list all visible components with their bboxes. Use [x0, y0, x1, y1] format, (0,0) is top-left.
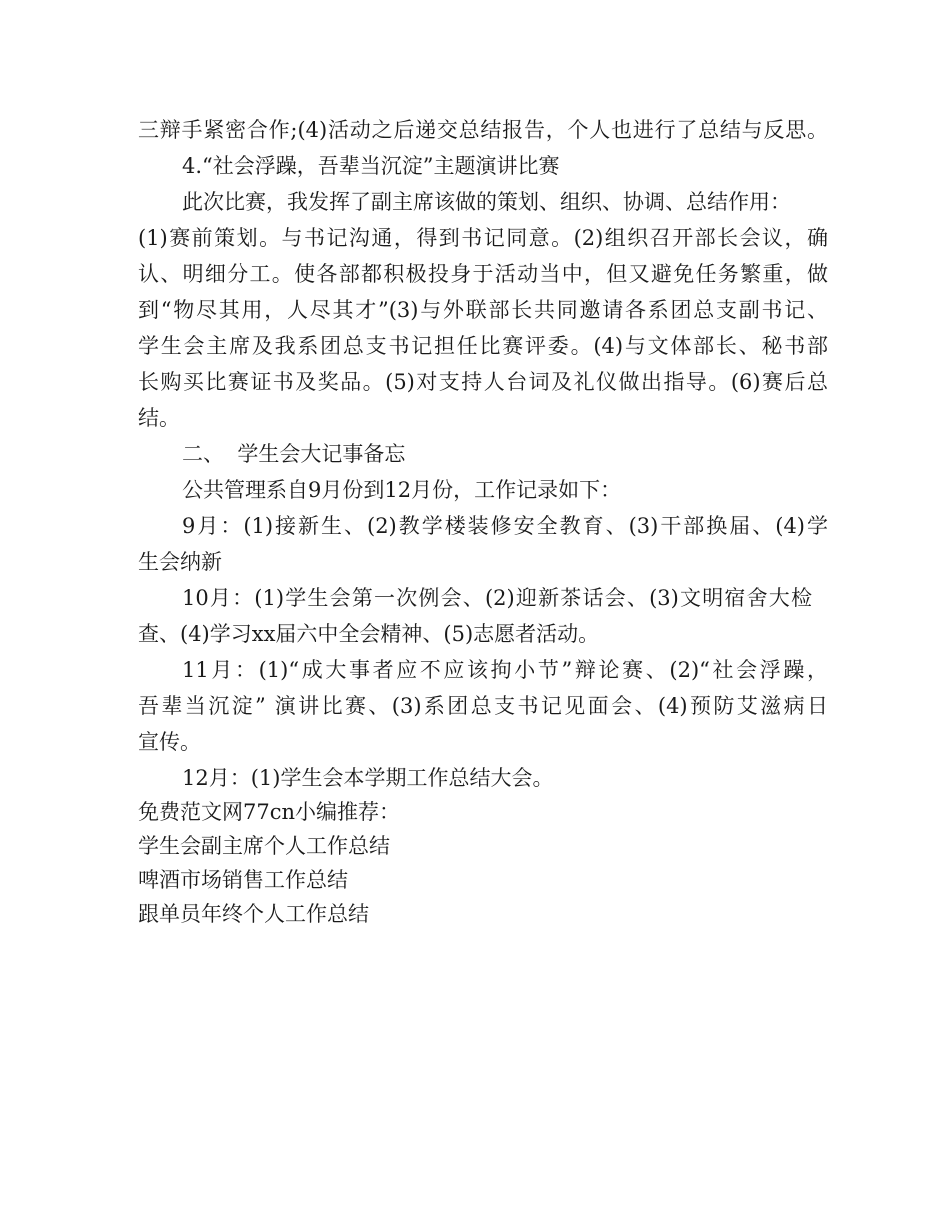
paragraph-line: 9月：(1)接新生、(2)教学楼装修安全教育、(3)干部换届、(4)学 [182, 514, 828, 538]
paragraph-line: 宣传。 [138, 730, 201, 754]
paragraph-line: 生会纳新 [138, 550, 222, 574]
paragraph-line: 吾辈当沉淀” 演讲比赛、(3)系团总支书记见面会、(4)预防艾滋病日 [138, 694, 828, 718]
paragraph-line: 长购买比赛证书及奖品。(5)对支持人台词及礼仪做出指导。(6)赛后总 [138, 370, 828, 394]
paragraph-line: 学生会主席及我系团总支书记担任比赛评委。(4)与文体部长、秘书部 [138, 334, 828, 358]
paragraph-line: 到“物尽其用，人尽其才”(3)与外联部长共同邀请各系团总支副书记、 [138, 298, 828, 322]
paragraph-line: 公共管理系自9月份到12月份，工作记录如下： [182, 478, 622, 502]
paragraph-line: 查、(4)学习xx届六中全会精神、(5)志愿者活动。 [138, 622, 600, 646]
paragraph-line: 10月：(1)学生会第一次例会、(2)迎新茶话会、(3)文明宿舍大检 [182, 586, 812, 610]
recommend-link[interactable]: 跟单员年终个人工作总结 [138, 902, 369, 926]
paragraph-line: 认、明细分工。使各部都积极投身于活动当中，但又避免任务繁重，做 [138, 262, 828, 286]
paragraph-line: 三辩手紧密合作;(4)活动之后递交总结报告，个人也进行了总结与反思。 [138, 118, 828, 142]
section-heading: 4.“社会浮躁，吾辈当沉淀”主题演讲比赛 [182, 154, 560, 178]
paragraph-line: (1)赛前策划。与书记沟通，得到书记同意。(2)组织召开部长会议，确 [138, 226, 828, 250]
paragraph-line: 11月：(1)“成大事者应不应该拘小节”辩论赛、(2)“社会浮躁， [182, 658, 828, 682]
paragraph-line: 12月：(1)学生会本学期工作总结大会。 [182, 766, 554, 790]
recommend-link[interactable]: 啤酒市场销售工作总结 [138, 868, 348, 892]
section-heading: 二、 学生会大记事备忘 [182, 442, 406, 466]
recommend-link[interactable]: 学生会副主席个人工作总结 [138, 834, 390, 858]
paragraph-line: 结。 [138, 406, 180, 430]
recommend-heading: 免费范文网77cn小编推荐： [138, 800, 401, 824]
paragraph-line: 此次比赛，我发挥了副主席该做的策划、组织、协调、总结作用： [182, 190, 791, 214]
